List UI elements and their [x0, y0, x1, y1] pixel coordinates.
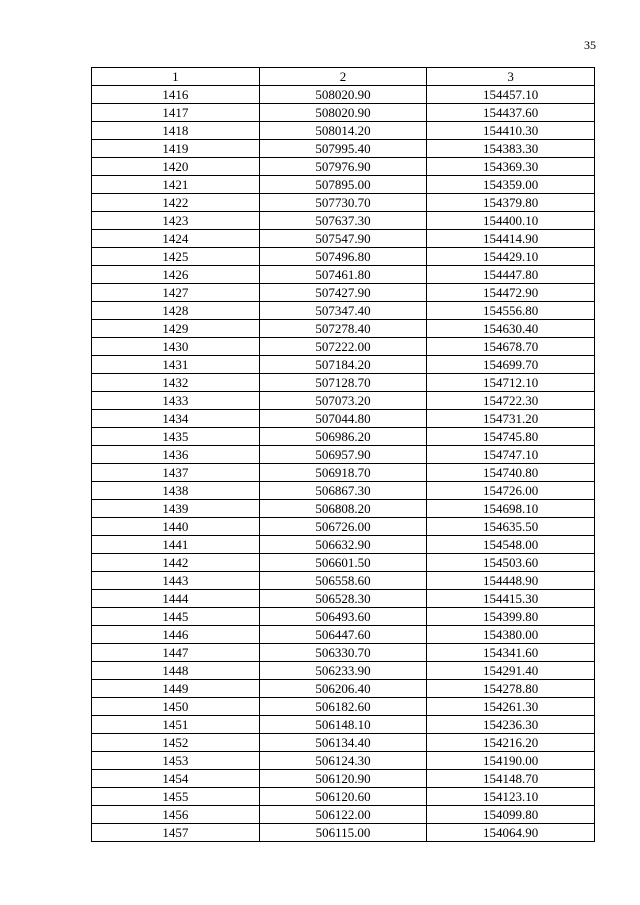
table-row — [92, 248, 595, 266]
table-row — [92, 266, 595, 284]
table-cell-col2: 506726.00 — [259, 518, 427, 536]
table-cell-col2: 507184.20 — [259, 356, 427, 374]
table-cell-col1: 1455 — [92, 788, 260, 806]
table-cell-col3: 154457.10 — [427, 86, 595, 104]
table-row — [92, 104, 595, 122]
table-cell-col3: 154064.90 — [427, 824, 595, 842]
table-row — [92, 500, 595, 518]
coordinates-table-container — [91, 67, 595, 842]
table-cell-col2: 506528.30 — [259, 590, 427, 608]
table-cell-col2: 507128.70 — [259, 374, 427, 392]
table-cell-col1: 1418 — [92, 122, 260, 140]
table-cell-col1: 1422 — [92, 194, 260, 212]
table-cell-col1: 1417 — [92, 104, 260, 122]
table-cell-col3: 154745.80 — [427, 428, 595, 446]
table-cell-col2: 506122.00 — [259, 806, 427, 824]
table-cell-col3: 154380.00 — [427, 626, 595, 644]
table-cell-col1: 1453 — [92, 752, 260, 770]
table-cell-col2: 506447.60 — [259, 626, 427, 644]
table-cell-col1: 1447 — [92, 644, 260, 662]
table-cell-col1: 1454 — [92, 770, 260, 788]
table-cell-col1: 1427 — [92, 284, 260, 302]
table-cell-col1: 1430 — [92, 338, 260, 356]
table-cell-col2: 506957.90 — [259, 446, 427, 464]
table-cell-col3: 154341.60 — [427, 644, 595, 662]
table-cell-col3: 154747.10 — [427, 446, 595, 464]
table-cell-col3: 154722.30 — [427, 392, 595, 410]
table-row — [92, 482, 595, 500]
table-cell-col3: 154410.30 — [427, 122, 595, 140]
table-cell-col1: 1435 — [92, 428, 260, 446]
table-body — [92, 86, 595, 842]
table-row — [92, 320, 595, 338]
table-cell-col1: 1445 — [92, 608, 260, 626]
table-cell-col3: 154383.30 — [427, 140, 595, 158]
table-row — [92, 122, 595, 140]
table-cell-col1: 1436 — [92, 446, 260, 464]
table-cell-col3: 154236.30 — [427, 716, 595, 734]
table-cell-col1: 1431 — [92, 356, 260, 374]
table-cell-col2: 507461.80 — [259, 266, 427, 284]
table-cell-col1: 1450 — [92, 698, 260, 716]
table-cell-col2: 506124.30 — [259, 752, 427, 770]
table-row — [92, 410, 595, 428]
table-cell-col2: 508014.20 — [259, 122, 427, 140]
table-row — [92, 644, 595, 662]
table-cell-col3: 154278.80 — [427, 680, 595, 698]
table-row — [92, 158, 595, 176]
column-header-1: 1 — [92, 68, 260, 86]
table-cell-col3: 154712.10 — [427, 374, 595, 392]
table-row — [92, 374, 595, 392]
table-row — [92, 140, 595, 158]
table-cell-col1: 1424 — [92, 230, 260, 248]
table-cell-col3: 154698.10 — [427, 500, 595, 518]
table-cell-col3: 154556.80 — [427, 302, 595, 320]
table-row — [92, 716, 595, 734]
table-cell-col1: 1428 — [92, 302, 260, 320]
table-row — [92, 572, 595, 590]
table-row — [92, 212, 595, 230]
table-cell-col2: 506808.20 — [259, 500, 427, 518]
table-cell-col2: 507895.00 — [259, 176, 427, 194]
table-cell-col1: 1441 — [92, 536, 260, 554]
table-cell-col1: 1432 — [92, 374, 260, 392]
table-cell-col2: 507995.40 — [259, 140, 427, 158]
table-row — [92, 284, 595, 302]
table-cell-col2: 506120.90 — [259, 770, 427, 788]
table-cell-col2: 506148.10 — [259, 716, 427, 734]
table-cell-col3: 154123.10 — [427, 788, 595, 806]
table-cell-col3: 154415.30 — [427, 590, 595, 608]
table-row — [92, 806, 595, 824]
table-cell-col3: 154548.00 — [427, 536, 595, 554]
table-cell-col2: 506867.30 — [259, 482, 427, 500]
table-cell-col2: 507347.40 — [259, 302, 427, 320]
table-cell-col1: 1452 — [92, 734, 260, 752]
table-cell-col2: 506330.70 — [259, 644, 427, 662]
table-row — [92, 770, 595, 788]
coordinates-table — [91, 67, 595, 842]
table-row — [92, 608, 595, 626]
table-cell-col2: 507637.30 — [259, 212, 427, 230]
table-row — [92, 302, 595, 320]
table-cell-col2: 507976.90 — [259, 158, 427, 176]
table-row — [92, 428, 595, 446]
table-cell-col1: 1426 — [92, 266, 260, 284]
table-row — [92, 698, 595, 716]
table-cell-col2: 506120.60 — [259, 788, 427, 806]
page-number: 35 — [584, 38, 596, 52]
table-cell-col2: 506601.50 — [259, 554, 427, 572]
table-cell-col2: 507730.70 — [259, 194, 427, 212]
table-cell-col3: 154726.00 — [427, 482, 595, 500]
table-cell-col2: 507427.90 — [259, 284, 427, 302]
table-row — [92, 338, 595, 356]
table-row — [92, 176, 595, 194]
table-cell-col1: 1429 — [92, 320, 260, 338]
table-cell-col3: 154447.80 — [427, 266, 595, 284]
table-row — [92, 734, 595, 752]
table-cell-col1: 1434 — [92, 410, 260, 428]
table-cell-col1: 1425 — [92, 248, 260, 266]
table-row — [92, 788, 595, 806]
table-cell-col3: 154261.30 — [427, 698, 595, 716]
table-row — [92, 392, 595, 410]
table-cell-col2: 508020.90 — [259, 86, 427, 104]
table-cell-col3: 154437.60 — [427, 104, 595, 122]
table-row — [92, 518, 595, 536]
table-row — [92, 194, 595, 212]
table-cell-col1: 1419 — [92, 140, 260, 158]
table-cell-col3: 154472.90 — [427, 284, 595, 302]
table-row — [92, 356, 595, 374]
table-cell-col1: 1443 — [92, 572, 260, 590]
table-cell-col2: 506182.60 — [259, 698, 427, 716]
table-cell-col2: 506918.70 — [259, 464, 427, 482]
table-cell-col3: 154291.40 — [427, 662, 595, 680]
table-cell-col2: 506986.20 — [259, 428, 427, 446]
table-row — [92, 446, 595, 464]
table-cell-col3: 154503.60 — [427, 554, 595, 572]
table-cell-col2: 508020.90 — [259, 104, 427, 122]
table-cell-col3: 154429.10 — [427, 248, 595, 266]
table-cell-col3: 154399.80 — [427, 608, 595, 626]
table-cell-col1: 1449 — [92, 680, 260, 698]
column-header-2: 2 — [259, 68, 427, 86]
table-cell-col3: 154731.20 — [427, 410, 595, 428]
table-cell-col1: 1423 — [92, 212, 260, 230]
table-cell-col2: 506233.90 — [259, 662, 427, 680]
table-cell-col1: 1446 — [92, 626, 260, 644]
table-row — [92, 554, 595, 572]
table-cell-col3: 154148.70 — [427, 770, 595, 788]
table-cell-col3: 154740.80 — [427, 464, 595, 482]
table-cell-col3: 154635.50 — [427, 518, 595, 536]
table-cell-col3: 154448.90 — [427, 572, 595, 590]
table-row — [92, 536, 595, 554]
table-cell-col3: 154630.40 — [427, 320, 595, 338]
table-cell-col3: 154678.70 — [427, 338, 595, 356]
table-row — [92, 590, 595, 608]
table-row — [92, 680, 595, 698]
table-cell-col2: 506558.60 — [259, 572, 427, 590]
table-cell-col3: 154400.10 — [427, 212, 595, 230]
table-cell-col2: 507044.80 — [259, 410, 427, 428]
table-cell-col3: 154099.80 — [427, 806, 595, 824]
table-cell-col3: 154369.30 — [427, 158, 595, 176]
table-cell-col1: 1439 — [92, 500, 260, 518]
table-row — [92, 626, 595, 644]
table-cell-col2: 506206.40 — [259, 680, 427, 698]
table-cell-col1: 1438 — [92, 482, 260, 500]
table-cell-col1: 1457 — [92, 824, 260, 842]
table-cell-col1: 1421 — [92, 176, 260, 194]
table-cell-col1: 1456 — [92, 806, 260, 824]
column-header-3: 3 — [427, 68, 595, 86]
table-cell-col2: 507222.00 — [259, 338, 427, 356]
table-cell-col3: 154699.70 — [427, 356, 595, 374]
table-row — [92, 824, 595, 842]
table-cell-col1: 1442 — [92, 554, 260, 572]
table-cell-col2: 507278.40 — [259, 320, 427, 338]
table-cell-col2: 506632.90 — [259, 536, 427, 554]
table-header-row — [92, 68, 595, 86]
table-cell-col3: 154190.00 — [427, 752, 595, 770]
table-cell-col1: 1420 — [92, 158, 260, 176]
table-cell-col3: 154216.20 — [427, 734, 595, 752]
table-row — [92, 230, 595, 248]
table-cell-col1: 1444 — [92, 590, 260, 608]
table-cell-col3: 154379.80 — [427, 194, 595, 212]
table-cell-col2: 507073.20 — [259, 392, 427, 410]
table-cell-col1: 1451 — [92, 716, 260, 734]
table-cell-col2: 507547.90 — [259, 230, 427, 248]
table-cell-col2: 506134.40 — [259, 734, 427, 752]
table-cell-col1: 1440 — [92, 518, 260, 536]
table-cell-col1: 1437 — [92, 464, 260, 482]
table-cell-col3: 154414.90 — [427, 230, 595, 248]
table-cell-col2: 506493.60 — [259, 608, 427, 626]
table-cell-col2: 507496.80 — [259, 248, 427, 266]
table-row — [92, 86, 595, 104]
table-row — [92, 464, 595, 482]
table-cell-col3: 154359.00 — [427, 176, 595, 194]
table-cell-col1: 1433 — [92, 392, 260, 410]
table-row — [92, 752, 595, 770]
table-cell-col1: 1416 — [92, 86, 260, 104]
table-cell-col1: 1448 — [92, 662, 260, 680]
table-row — [92, 662, 595, 680]
table-cell-col2: 506115.00 — [259, 824, 427, 842]
